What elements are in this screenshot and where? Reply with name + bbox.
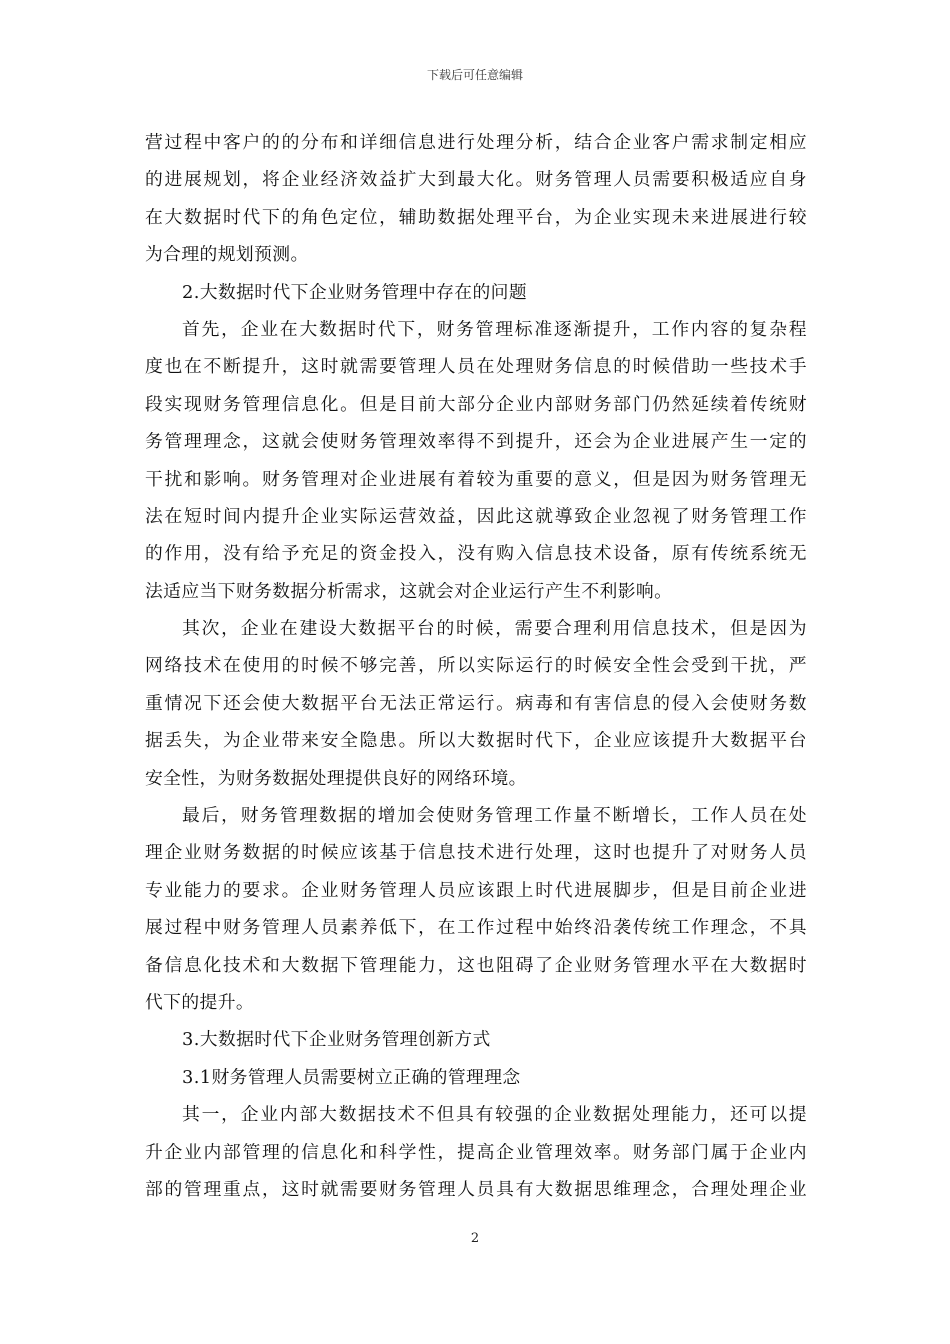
page-header: 下载后可任意编辑 — [426, 68, 523, 82]
text-line: 理企业财务数据的时候应该基于信息技术进行处理，这时也提升了对财务人员 — [145, 842, 807, 864]
text-line: 其次，企业在建设大数据平台的时候，需要合理利用信息技术，但是因为 — [182, 618, 807, 640]
text-line: 升企业内部管理的信息化和科学性，提高企业管理效率。财务部门属于企业内 — [145, 1141, 807, 1163]
text-line: 专业能力的要求。企业财务管理人员应该跟上时代进展脚步，但是目前企业进 — [145, 879, 807, 901]
text-line: 展过程中财务管理人员素养低下，在工作过程中始终沿袭传统工作理念，不具 — [145, 917, 807, 939]
text-line: 网络技术在使用的时候不够完善，所以实际运行的时候安全性会受到干扰，严 — [145, 655, 807, 677]
text-line: 干扰和影响。财务管理对企业进展有着较为重要的意义，但是因为财务管理无 — [145, 468, 807, 490]
text-line: 首先，企业在大数据时代下，财务管理标准逐渐提升，工作内容的复杂程 — [182, 318, 807, 340]
text-line: 度也在不断提升，这时就需要管理人员在处理财务信息的时候借助一些技术手 — [145, 356, 807, 378]
text-line: 的作用，没有给予充足的资金投入，没有购入信息技术设备，原有传统系统无 — [145, 543, 807, 565]
text-line: 2.大数据时代下企业财务管理中存在的问题 — [182, 281, 528, 303]
text-line: 在大数据时代下的角色定位，辅助数据处理平台，为企业实现未来进展进行较 — [145, 206, 807, 228]
text-line: 的进展规划，将企业经济效益扩大到最大化。财务管理人员需要积极适应自身 — [145, 169, 807, 191]
text-line: 重情况下还会使大数据平台无法正常运行。病毒和有害信息的侵入会使财务数 — [145, 692, 807, 714]
text-line: 为合理的规划预测。 — [145, 244, 309, 266]
text-line: 代下的提升。 — [145, 991, 255, 1013]
text-line: 据丢失，为企业带来安全隐患。所以大数据时代下，企业应该提升大数据平台 — [145, 730, 807, 752]
document-body — [145, 124, 807, 1208]
page-number: 2 — [470, 1231, 480, 1246]
text-line: 营过程中客户的的分布和详细信息进行处理分析，结合企业客户需求制定相应 — [145, 132, 807, 153]
text-line: 其一，企业内部大数据技术不但具有较强的企业数据处理能力，还可以提 — [182, 1104, 807, 1126]
text-line: 法适应当下财务数据分析需求，这就会对企业运行产生不利影响。 — [145, 580, 673, 602]
text-line: 安全性，为财务数据处理提供良好的网络环境。 — [145, 767, 527, 789]
text-line: 法在短时间内提升企业实际运营效益，因此这就導致企业忽视了财务管理工作 — [145, 505, 807, 527]
text-line: 最后，财务管理数据的增加会使财务管理工作量不断增长，工作人员在处 — [182, 805, 807, 827]
text-line: 段实现财务管理信息化。但是目前大部分企业内部财务部门仍然延续着传统财 — [145, 393, 807, 415]
text-line: 务管理理念，这就会使财务管理效率得不到提升，还会为企业进展产生一定的 — [145, 431, 807, 453]
text-line: 3.1财务管理人员需要树立正确的管理理念 — [182, 1066, 521, 1088]
text-line: 部的管理重点，这时就需要财务管理人员具有大数据思维理念，合理处理企业 — [145, 1178, 807, 1200]
text-line: 3.大数据时代下企业财务管理创新方式 — [182, 1029, 491, 1051]
text-line: 备信息化技术和大数据下管理能力，这也阻碍了企业财务管理水平在大数据时 — [145, 954, 807, 976]
